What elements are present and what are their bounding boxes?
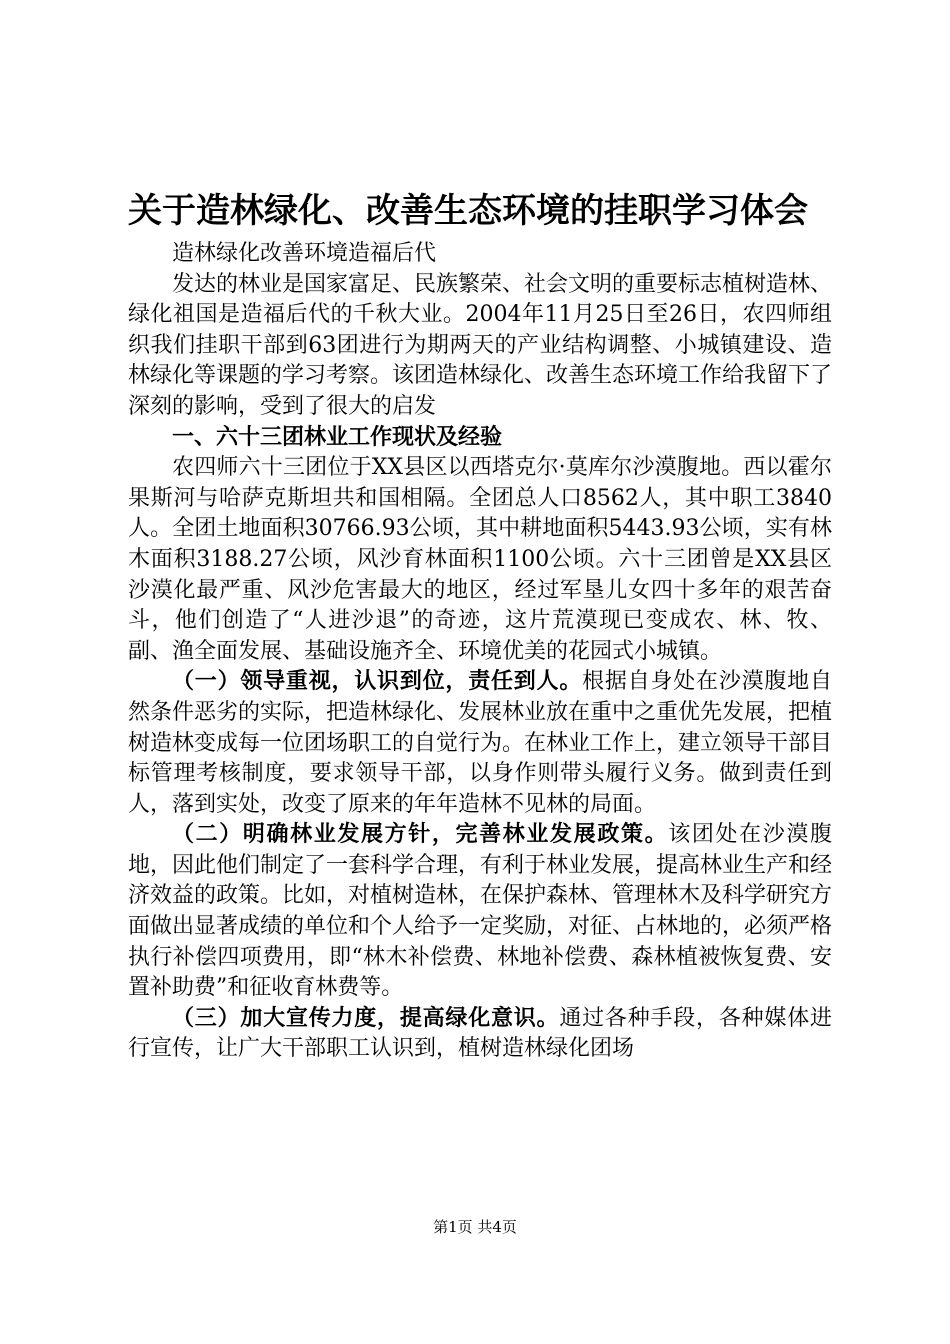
page-footer: 第1页 共4页 <box>433 1218 517 1236</box>
section1-heading: 一、六十三团林业工作现状及经验 <box>172 424 503 450</box>
document-title: 关于造林绿化、改善生态环境的挂职学习体会 <box>128 191 808 231</box>
point1-lead: （一）领导重视，认识到位，责任到人。 <box>172 669 583 695</box>
point3-lead: （三）加大宣传力度，提高绿化意识。 <box>172 1005 560 1031</box>
document-page <box>128 185 832 1065</box>
point2-body: 该团处在沙漠腹地，因此他们制定了一套科学合理，有利于林业发展，提高林业生产和经济效益的政策。比如，对植树造林，在保护森林、管理林木及科学研究方面做出显著成绩的单位和个人给予一定奖励，对征、占林地的，必须严格执行补偿四项费用，即“林木补偿费、林地补偿费、森林植被恢复费、安置补助费”和征收育林费等。 <box>128 822 833 1001</box>
point3-body: 通过各种手段，各种媒体进行宣传，让广大干部职工认识到，植树造林绿化团场 <box>128 1005 832 1062</box>
point3-paragraph <box>128 1004 832 1065</box>
section1-paragraph: 农四师六十三团位于XX县区以西塔克尔·莫库尔沙漠腹地。西以霍尔果斯河与哈萨克斯坦共和国相隔。全团总人口8562人，其中职工3840人。全团土地面积30766.93公顷，其中耕地面积5443.93公顷，实有林木面积3188.27公顷，风沙育林面积1100公顷。六十三团曾是XX县区沙漠化最严重、风沙危害最大的地区，经过军垦儿女四十多年的艰苦奋斗，他们创造了“人进沙退”的奇迹，这片荒漠现已变成农、林、牧、副、渔全面发展、基础设施齐全、环境优美的花园式小城镇。 <box>128 455 832 664</box>
document-subtitle: 造林绿化改善环境造福后代 <box>172 241 437 266</box>
intro-paragraph: 发达的林业是国家富足、民族繁荣、社会文明的重要标志植树造林、绿化祖国是造福后代的千秋大业。2004年11月25日至26日，农四师组织我们挂职干部到63团进行为期两天的产业结构调整、小城镇建设、造林绿化等课题的学习考察。该团造林绿化、改善生态环境工作给我留下了深刻的影响，受到了很大的启发 <box>128 271 833 419</box>
point2-lead: （二）明确林业发展方针，完善林业发展政策。 <box>172 822 669 848</box>
point1-paragraph <box>128 667 832 820</box>
point1-body: 根据自身处在沙漠腹地自然条件恶劣的实际，把造林绿化、发展林业放在重中之重优先发展，把植树造林变成每一位团场职工的自觉行为。在林业工作上，建立领导干部目标管理考核制度，要求领导干部，以身作则带头履行义务。做到责任到人，落到实处，改变了原来的年年造林不见林的局面。 <box>128 669 833 817</box>
point2-paragraph <box>128 820 832 1004</box>
